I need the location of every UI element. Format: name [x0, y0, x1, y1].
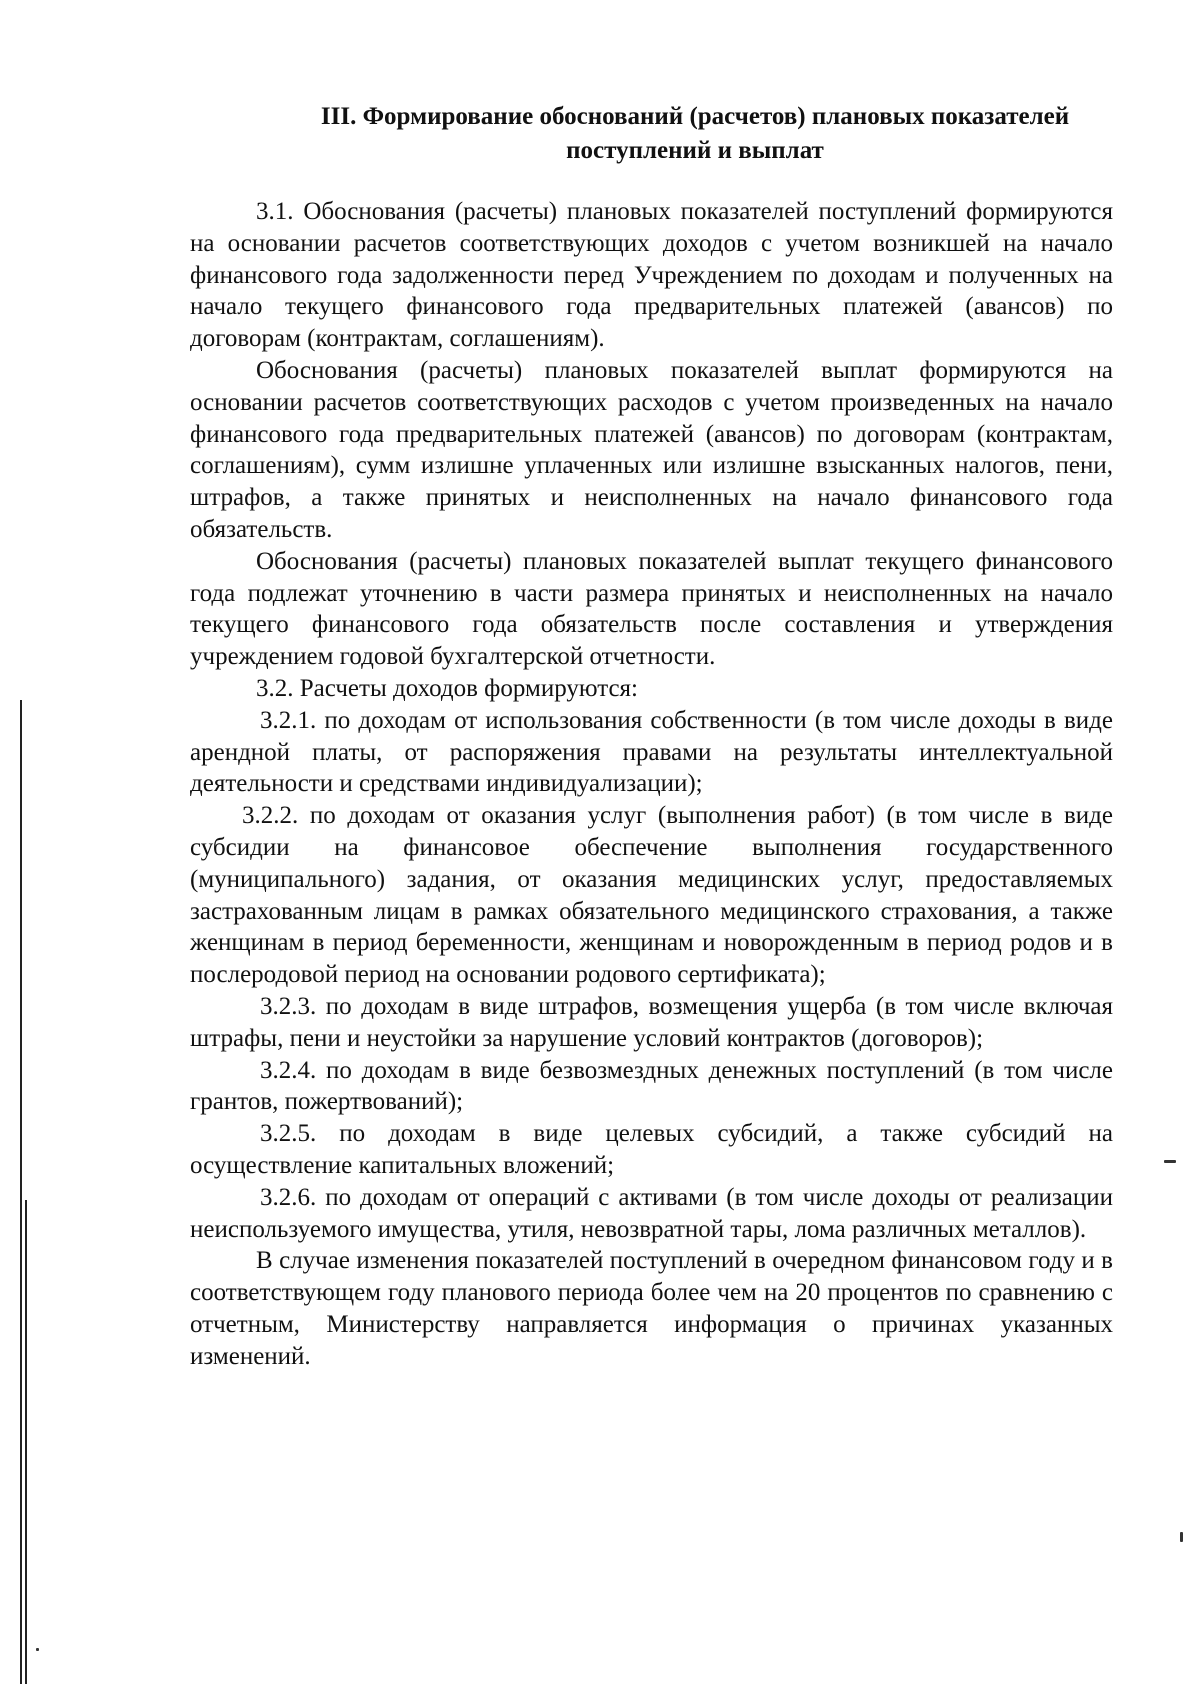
paragraph-3-2-3: 3.2.3. по доходам в виде штрафов, возмещения ущерба (в том числе включая штрафы, пени и неустойки за нарушение условий контрактов (договоров); — [190, 992, 1113, 1052]
paragraph-3-2-6: 3.2.6. по доходам от операций с активами (в том числе доходы от реализации неиспользуемого имущества, утиля, невозвратной тары, лома различных металлов). — [190, 1183, 1113, 1243]
paragraph-3-2-5: 3.2.5. по доходам в виде целевых субсидий, а также субсидий на осуществление капитальных вложений; — [190, 1120, 1113, 1179]
paragraph-current-year-clarification: Обоснования (расчеты) плановых показателей выплат текущего финансового года подлежат уточнению в части размера принятых и неисполненных на начало текущего финансового года обязательств после составления и утверждения учреждением годовой бухгалтерской отчетности. — [190, 547, 1113, 671]
scan-margin-line — [20, 700, 22, 1684]
scan-speck — [36, 1648, 39, 1651]
paragraph-expenses-justification: Обоснования (расчеты) плановых показателей выплат формируются на основании расчетов соответствующих расходов с учетом произведенных на начало финансового года предварительных платежей (авансов) по договорам (контрактам, соглашениям), сумм излишне уплаченных или излишне взысканных налогов, пени, штрафов, а также принятых и неисполненных на начало финансового года обязательств. — [190, 356, 1113, 543]
paragraph-3-1: 3.1. Обоснования (расчеты) плановых показателей поступлений формируются на основании расчетов соответствующих доходов с учетом возникшей на начало финансового года задолженности перед Учреждением по доходам и полученных на начало текущего финансового года предварительных платежей (авансов) по договорам (контрактам, соглашениям). — [190, 198, 1113, 353]
paragraph-3-2-2: 3.2.2. по доходам от оказания услуг (выполнения работ) (в том числе в виде субсидии на финансовое обеспечение выполнения государственного (муниципального) задания, от оказания медицинских услуг, предоставляемых застрахованным лицам в рамках обязательного медицинского страхования, а также женщинам в период беременности, женщинам и новорожденным в период родов и в послеродовой период на основании родового сертификата); — [190, 802, 1113, 989]
heading-line-1: III. Формирование обоснований (расчетов) плановых показателей — [320, 103, 1070, 130]
paragraph-3-2-1: 3.2.1. по доходам от использования собственности (в том числе доходы в виде арендной платы, от распоряжения правами на результаты интеллектуальной деятельности и средствами индивидуализации); — [190, 706, 1113, 798]
paragraph-3-2: 3.2. Расчеты доходов формируются: — [256, 674, 638, 702]
scan-speck — [1164, 1160, 1176, 1163]
heading-line-2: поступлений и выплат — [566, 137, 824, 164]
section-heading — [190, 100, 1200, 168]
paragraph-change-notice: В случае изменения показателей поступлений в очередном финансовом году и в соответствующем году планового периода более чем на 20 процентов по сравнению с отчетным, Министерству направляется информация о причинах указанных изменений. — [190, 1247, 1113, 1370]
document-body — [190, 196, 1113, 1372]
paragraph-3-2-4: 3.2.4. по доходам в виде безвозмездных денежных поступлений (в том числе грантов, пожертвований); — [190, 1056, 1113, 1116]
scan-margin-line — [25, 1200, 27, 1684]
scan-speck — [1180, 1532, 1183, 1542]
